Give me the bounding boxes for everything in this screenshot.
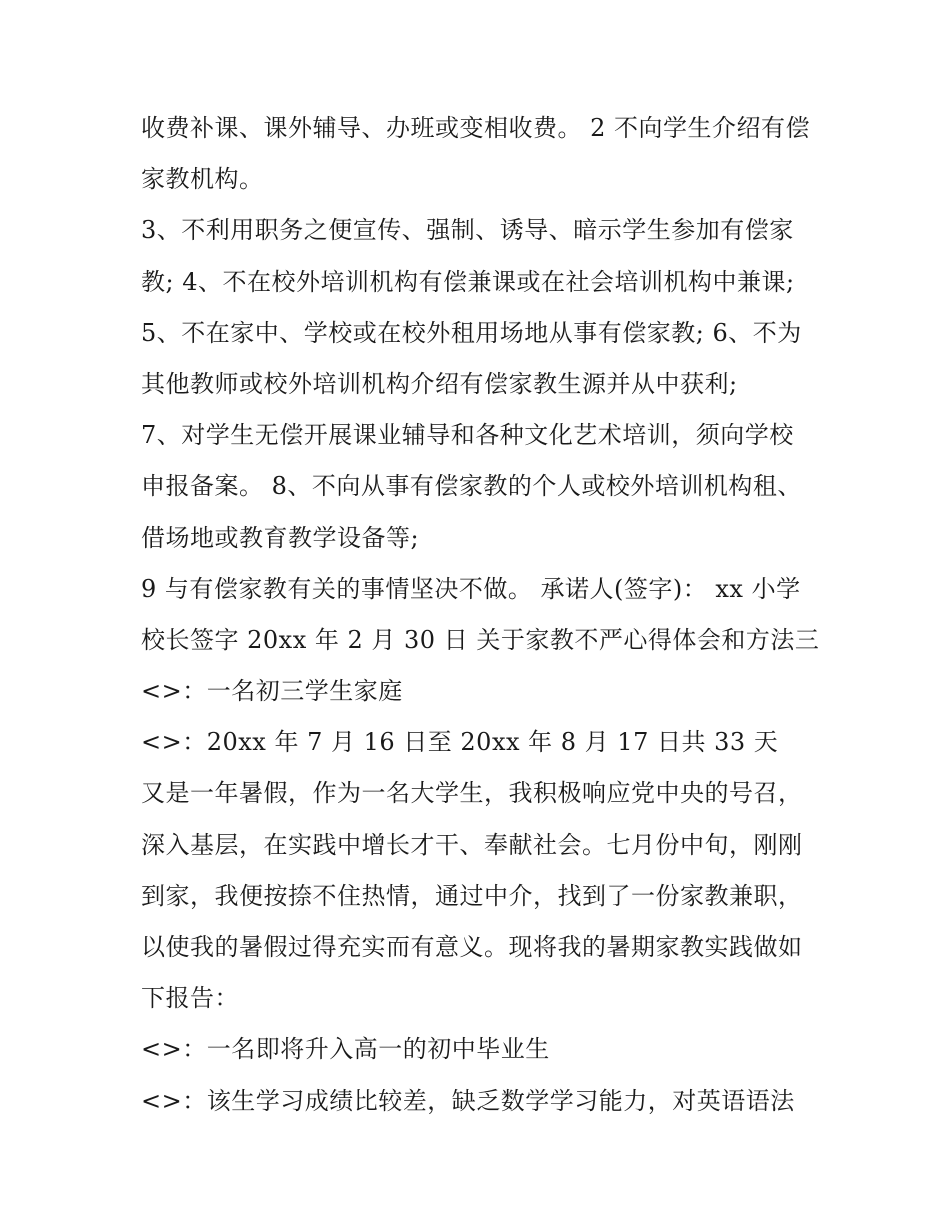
text-line: <>：一名初三学生家庭 bbox=[141, 677, 403, 706]
text-line: <>：该生学习成绩比较差，缺乏数学学习能力，对英语语法 bbox=[141, 1086, 795, 1115]
text-line: <>：一名即将升入高一的初中毕业生 bbox=[141, 1035, 550, 1064]
text-line: 申报备案。 8、不向从事有偿家教的个人或校外培训机构租、 bbox=[141, 472, 802, 501]
text-line: 3、不利用职务之便宣传、强制、诱导、暗示学生参加有偿家 bbox=[141, 216, 794, 245]
document-body bbox=[141, 103, 821, 1127]
text-line: 借场地或教育教学设备等; bbox=[141, 523, 420, 552]
text-line: 以使我的暑假过得充实而有意义。现将我的暑期家教实践做如 bbox=[141, 933, 803, 961]
text-line: 到家，我便按捺不住热情，通过中介，找到了一份家教兼职， bbox=[141, 881, 803, 910]
text-line: 又是一年暑假，作为一名大学生，我积极响应党中央的号召， bbox=[141, 779, 803, 808]
text-line: 9 与有偿家教有关的事情坚决不做。 承诺人(签字)： xx 小学 bbox=[141, 574, 801, 603]
text-line: 7、对学生无偿开展课业辅导和各种文化艺术培训，须向学校 bbox=[141, 421, 794, 450]
text-line: 深入基层，在实践中增长才干、奉献社会。七月份中旬，刚刚 bbox=[141, 830, 803, 859]
text-line: 家教机构。 bbox=[141, 165, 264, 194]
text-line: 下报告： bbox=[141, 984, 239, 1013]
text-line: 5、不在家中、学校或在校外租用场地从事有偿家教; 6、不为 bbox=[141, 318, 802, 347]
text-line: 校长签字 20xx 年 2 月 30 日 关于家教不严心得体会和方法三 bbox=[141, 625, 820, 654]
text-line: 教; 4、不在校外培训机构有偿兼课或在社会培训机构中兼课; bbox=[141, 267, 795, 296]
text-line: 其他教师或校外培训机构介绍有偿家教生源并从中获利; bbox=[141, 369, 738, 398]
text-line: 收费补课、课外辅导、办班或变相收费。 2 不向学生介绍有偿 bbox=[141, 114, 811, 142]
text-line: <>：20xx 年 7 月 16 日至 20xx 年 8 月 17 日共 33 天 bbox=[141, 728, 779, 757]
